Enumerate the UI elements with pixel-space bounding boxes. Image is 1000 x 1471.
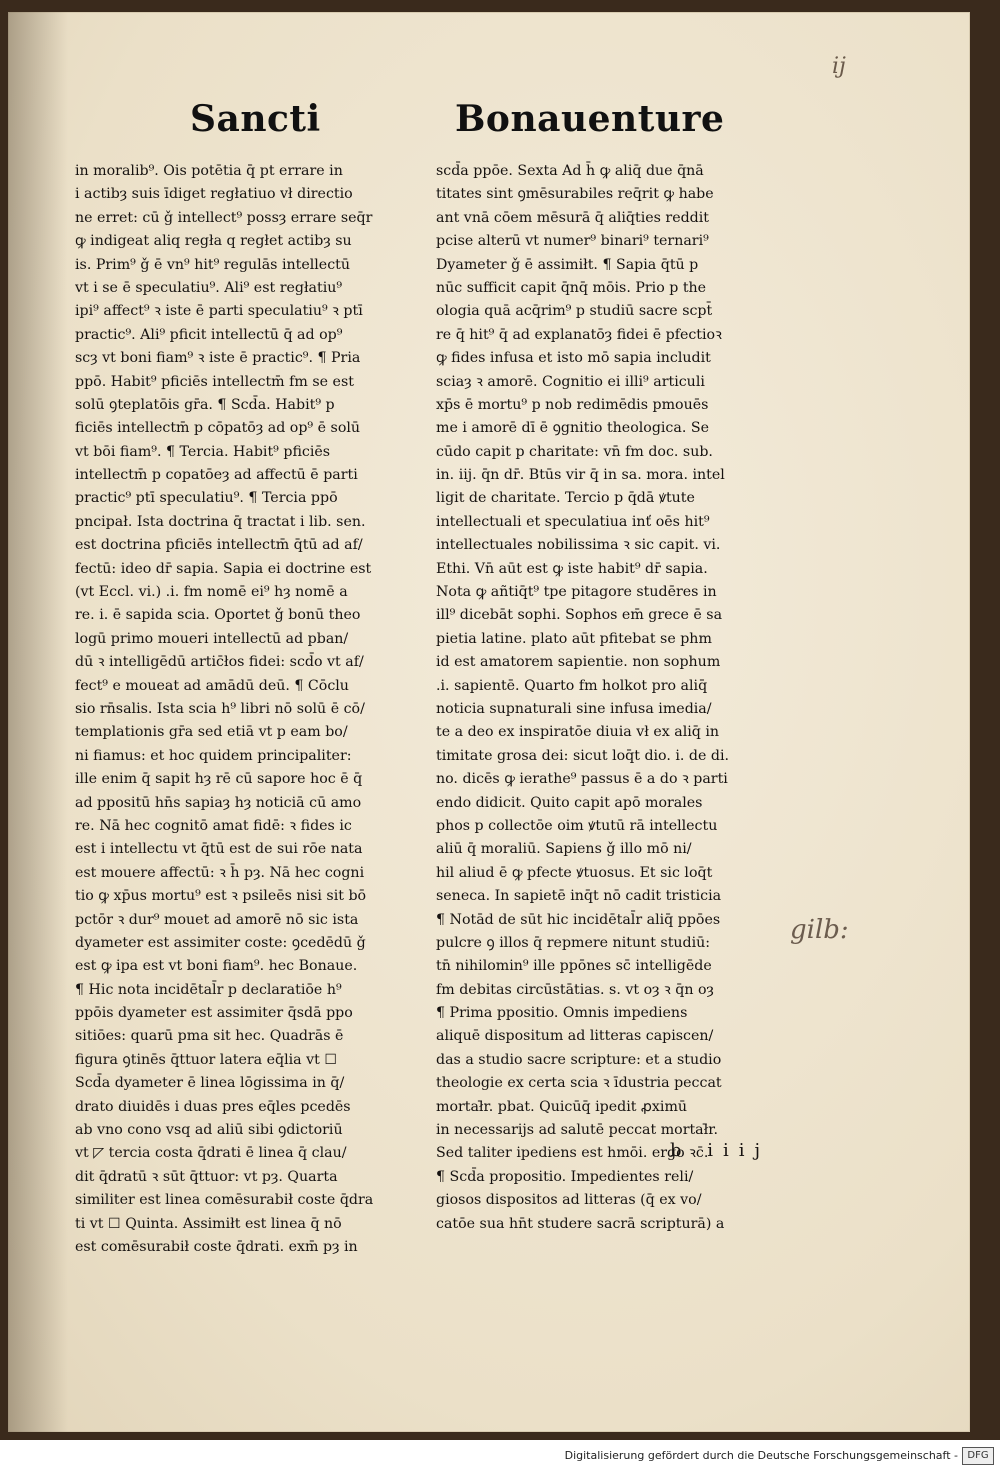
text-line: pietia latine. plato aūt pfitebat se phm	[436, 630, 712, 647]
text-line: est ꝙ ipa est vt boni fiam⁹. hec Bonaue.	[75, 958, 358, 975]
running-head-right: Bonauenture	[455, 98, 725, 140]
text-line: templationis gr̄a sed etiā vt p eam bo/	[75, 724, 348, 741]
running-head-left: Sancti	[190, 98, 321, 140]
text-line: scȝ vt boni fiam⁹ ꝛ iste ē practic⁹. ¶ Pria	[75, 350, 361, 367]
text-line: endo didicit. Quito capit apō morales	[436, 794, 703, 811]
right-text-column	[436, 160, 781, 1236]
text-line: Scd̄a dyameter ē linea lōgissima in q̄/	[75, 1075, 345, 1092]
text-line: dit q̄dratū ꝛ sūt q̄ttuor: vt pȝ. Quarta	[75, 1168, 338, 1185]
text-line: ipi⁹ affect⁹ ꝛ iste ē parti speculatiu⁹ ꝛ ptī	[75, 303, 363, 320]
text-line: ¶ Prima ppositio. Omnis impediens	[436, 1005, 688, 1022]
text-line: pcise alterū vt numer⁹ binari⁹ ternari⁹	[436, 233, 709, 250]
text-line: ill⁹ dicebāt sophi. Sophos em̄ grece ē sa	[436, 607, 723, 624]
text-line: dyameter est assimiter coste: ꝯcedēdū ǧ	[75, 934, 366, 951]
text-line: xp̄s ē mortu⁹ p nob redimēdis pmouēs	[436, 396, 709, 413]
text-line: ¶ Notād de sūt hic incidētal̄r aliq̄ ppōes	[436, 911, 721, 928]
text-line: theologie ex certa scia ꝛ īdustria peccat	[436, 1075, 722, 1092]
text-line: ꝙ fides infusa et isto mō sapia includit	[436, 350, 711, 367]
text-line: ni fiamus: et hoc quidem principaliter:	[75, 747, 352, 764]
text-line: i actibȝ suis īdiget regłatiuo vł directio	[75, 186, 353, 203]
text-line: ologia quā acq̄rim⁹ p studiū sacre scpt̄	[436, 303, 713, 320]
text-line: ille enim q̄ sapit hȝ rē cū sapore hoc ē q̄	[75, 771, 363, 788]
text-line: fm debitas circūstātias. s. vt oȝ ꝛ q̄n oȝ	[436, 981, 714, 998]
text-line: hil aliud ē ꝙ pfecte ꝟtuosus. Et sic loq̄t	[436, 864, 713, 881]
text-line: .i. sapientē. Quarto fm holkot pro aliq̄	[436, 677, 708, 694]
text-line: Sed taliter ipediens est hmōi. ergo ꝛc̄.	[436, 1145, 709, 1162]
text-line: is. Prim⁹ ǧ ē vn⁹ hit⁹ regulās intellectū	[75, 256, 350, 273]
text-line: re q̄ hit⁹ q̄ ad explanatōȝ fidei ē pfectioꝛ	[436, 326, 722, 343]
gutter-shadow	[8, 12, 68, 1432]
text-line: ꝙ indigeat aliq regła q regłet actibȝ su	[75, 233, 352, 250]
text-line: vt bōi fiam⁹. ¶ Tercia. Habit⁹ pficiēs	[75, 443, 331, 460]
text-line: logū primo moueri intellectū ad pban/	[75, 630, 349, 647]
text-line: in moralib⁹. Ois potētia q̄ pt errare in	[75, 163, 343, 179]
text-line: vt i se ē speculatiu⁹. Ali⁹ est regłatiu⁹	[75, 279, 343, 296]
footer-credit: Digitalisierung gefördert durch die Deutsche Forschungsgemeinschaft -	[564, 1449, 958, 1462]
text-line: in necessarijs ad salutē peccat mortał̄r.	[436, 1122, 718, 1139]
text-line: est doctrina pficiēs intellectm̄ q̄tū ad af/	[75, 537, 363, 554]
text-line: tio ꝙ xp̄us mortu⁹ est ꝛ psileēs nisi sit bō	[75, 888, 367, 905]
digitization-footer	[0, 1440, 1000, 1471]
text-line: figura ꝯtinēs q̄ttuor latera eq̄lia vt ☐	[75, 1051, 338, 1068]
text-line: aliū q̄ moraliū. Sapiens ǧ illo mō ni/	[436, 841, 692, 858]
text-line: scd̄a ppōe. Sexta Ad h̄ ꝙ aliq̄ due q̄nā	[436, 163, 704, 179]
text-line: ligit de charitate. Tercio p q̄dā ꝟtute	[436, 490, 695, 507]
margin-annotation: gilb:	[790, 915, 849, 945]
text-line: ne erret: cū ǧ intellect⁹ possȝ errare seq̄r	[75, 209, 373, 226]
text-line: noticia supnaturali sine infusa imedia/	[436, 700, 712, 717]
text-line: re. i. ē sapida scia. Oportet ǧ bonū theo	[75, 607, 361, 624]
text-line: mortał̄r. pbat. Quicūq̄ ipedit ꝓximū	[436, 1098, 688, 1115]
text-line: practic⁹. Ali⁹ pficit intellectū q̄ ad op⁹	[75, 326, 343, 343]
left-text-column	[75, 160, 420, 1259]
text-line: tn̄ nihilomin⁹ ille ppōnes sc̄ intelligēde	[436, 958, 712, 975]
text-line: sciaȝ ꝛ amorē. Cognitio ei illi⁹ articuli	[436, 373, 705, 390]
text-line: intellectuali et speculatiua inť oēs hit⁹	[436, 513, 710, 530]
text-line: nūc sufficit capit q̄nq̄ mōis. Prio p the	[436, 279, 707, 296]
text-line: sitiōes: quarū pma sit hec. Quadrās ē	[75, 1028, 344, 1045]
text-line: ant vnā cōem mēsurā q̄ aliq̄ties reddit	[436, 209, 710, 226]
text-line: pncipał. Ista doctrina q̄ tractat i lib. sen.	[75, 513, 366, 530]
signature-mark: b iiij	[670, 1140, 771, 1161]
text-line: ad ppositū hn̄s sapiaȝ hȝ noticiā cū amo	[75, 794, 362, 811]
text-line: cūdo capit p charitate: vn̄ fm doc. sub.	[436, 443, 713, 460]
text-line: phos p collectōe oim ꝟtutū rā intellectu	[436, 817, 718, 834]
text-line: das a studio sacre scripture: et a studio	[436, 1051, 722, 1068]
text-line: Nota ꝙ añtiq̄t⁹ tpe pitagore studēres in	[436, 584, 717, 601]
text-line: ppōis dyameter est assimiter q̄sdā ppo	[75, 1005, 353, 1022]
text-line: in. iij. q̄n dr̄. Btūs vir q̄ in sa. mora. intel	[436, 467, 725, 484]
text-line: drato diuidēs i duas pres eq̄les pcedēs	[75, 1098, 351, 1115]
text-line: intellectuales nobilissima ꝛ sic capit. vi.	[436, 537, 721, 554]
text-line: (vt Eccl. vi.) .i. fm nomē ei⁹ hȝ nomē a	[75, 584, 348, 601]
text-line: dū ꝛ intelligēdū artic̄łos fidei: scd̄o vt af/	[75, 654, 364, 671]
text-line: fectū: ideo dr̄ sapia. Sapia ei doctrine est	[75, 560, 372, 577]
text-line: intellectm̄ p copatōeȝ ad affectū ē parti	[75, 467, 358, 484]
text-line: ppō. Habit⁹ pficiēs intellectm̄ fm se est	[75, 373, 354, 390]
text-line: ti vt ☐ Quinta. Assimiłt est linea q̄ nō	[75, 1215, 342, 1232]
text-line: ab vno cono vsq ad aliū sibi ꝯdictoriū	[75, 1122, 343, 1139]
text-line: ficiēs intellectm̄ p cōpatōȝ ad op⁹ ē solū	[75, 420, 361, 437]
text-line: est comēsurabił coste q̄drati. exm̄ pȝ in	[75, 1238, 358, 1255]
dfg-logo: DFG	[962, 1447, 994, 1465]
text-line: me i amorē dī ē ꝯgnitio theologica. Se	[436, 420, 709, 437]
text-line: ¶ Scd̄a propositio. Impedientes reli/	[436, 1168, 694, 1185]
text-line: re. Nā hec cognitō amat fidē: ꝛ fides ic	[75, 817, 352, 834]
text-line: Ethi. Vn̄ aūt est ꝙ iste habit⁹ dr̄ sapia.	[436, 560, 708, 577]
text-line: aliquē dispositum ad litteras capiscen/	[436, 1028, 714, 1045]
text-line: seneca. In sapietē inq̄t nō cadit tristicia	[436, 888, 722, 905]
text-line: solū ꝯteplatōis gr̄a. ¶ Scd̄a. Habit⁹ p	[75, 396, 335, 413]
text-line: catōe sua hn̄t studere sacrā scripturā) a	[436, 1215, 725, 1232]
text-line: ¶ Hic nota incidētal̄r p declaratiōe h⁹	[75, 981, 342, 998]
text-line: te a deo ex inspiratōe diuia vł ex aliq̄ in	[436, 724, 720, 741]
text-line: pulcre ꝯ illos q̄ repmere nitunt studiū:	[436, 934, 711, 951]
text-line: no. dicēs ꝙ ierathe⁹ passus ē a do ꝛ parti	[436, 771, 728, 788]
text-line: fect⁹ e moueat ad amādū deū. ¶ Cōclu	[75, 677, 349, 694]
folio-mark: ij	[832, 54, 846, 79]
text-line: practic⁹ ptī speculatiu⁹. ¶ Tercia ppō	[75, 490, 338, 507]
text-line: est mouere affectū: ꝛ h̄ pȝ. Nā hec cogni	[75, 864, 365, 881]
text-line: sio rn̄salis. Ista scia h⁹ libri nō solū ē cō/	[75, 700, 365, 717]
text-line: similiter est linea comēsurabił coste q̄dra	[75, 1192, 374, 1209]
text-line: timitate grosa dei: sicut loq̄t dio. i. de di.	[436, 747, 730, 764]
text-line: Dyameter ǧ ē assimiłt. ¶ Sapia q̄tū p	[436, 256, 699, 273]
text-line: giosos dispositos ad litteras (q̄ ex vo/	[436, 1192, 702, 1209]
text-line: titates sint ꝯmēsurabiles req̄rit ꝙ habe	[436, 186, 714, 203]
text-line: vt ◸ tercia costa q̄drati ē linea q̄ clau/	[75, 1145, 347, 1162]
text-line: pctōr ꝛ dur⁹ mouet ad amorē nō sic ista	[75, 911, 359, 928]
text-line: est i intellectu vt q̄tū est de sui rōe nata	[75, 841, 363, 858]
text-line: id est amatorem sapientie. non sophum	[436, 654, 721, 671]
